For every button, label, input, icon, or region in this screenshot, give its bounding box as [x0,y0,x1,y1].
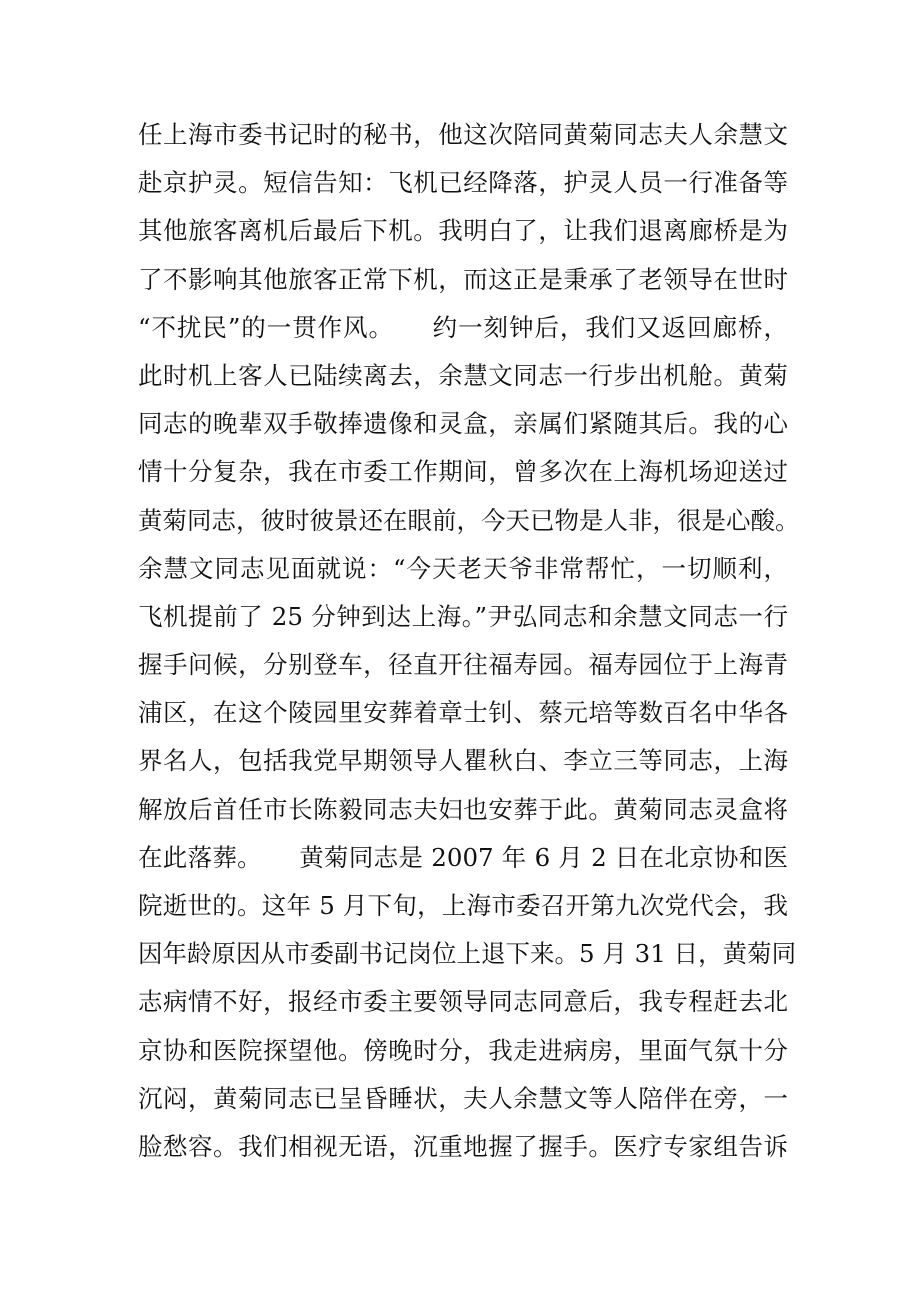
text-line-11: 飞机提前了 25 分钟到达上海。”尹弘同志和余慧文同志一行 [138,601,788,631]
text-line-12: 握手问候，分别登车，径直开往福寿园。福寿园位于上海青 [138,650,788,680]
text-line-15: 解放后首任市长陈毅同志夫妇也安葬于此。黄菊同志灵盒将 [138,794,788,824]
text-line-2: 赴京护灵。短信告知：飞机已经降落，护灵人员一行准备等 [138,168,788,198]
text-line-21: 沉闷，黄菊同志已呈昏睡状，夫人余慧文等人陪伴在旁，一 [138,1083,788,1113]
text-line-1: 任上海市委书记时的秘书，他这次陪同黄菊同志夫人余慧文 [138,120,788,149]
text-line-18: 因年龄原因从市委副书记岗位上退下来。5 月 31 日，黄菊同 [138,939,797,969]
text-line-9: 黄菊同志，彼时彼景还在眼前，今天已物是人非，很是心酸。 [138,505,800,535]
text-line-10: 余慧文同志见面就说：“今天老天爷非常帮忙，一切顺利， [138,553,788,583]
text-line-8: 情十分复杂，我在市委工作期间，曾多次在上海机场迎送过 [138,457,788,487]
body-text [138,111,800,1171]
text-line-16: 在此落葬。 黄菊同志是 2007 年 6 月 2 日在北京协和医 [138,842,788,872]
text-line-4: 了不影响其他旅客正常下机，而这正是秉承了老领导在世时 [138,264,788,294]
text-line-13: 浦区，在这个陵园里安葬着章士钊、蔡元培等数百名中华各 [138,698,788,728]
text-line-3: 其他旅客离机后最后下机。我明白了，让我们退离廊桥是为 [138,216,788,246]
text-line-19: 志病情不好，报经市委主要领导同志同意后，我专程赶去北 [138,987,788,1017]
text-line-17: 院逝世的。这年 5 月下旬，上海市委召开第九次党代会，我 [138,891,788,920]
text-line-22: 脸愁容。我们相视无语，沉重地握了握手。医疗专家组告诉 [138,1131,788,1161]
text-line-7: 同志的晚辈双手敬捧遗像和灵盒，亲属们紧随其后。我的心 [138,409,788,439]
text-line-5: “不扰民”的一贯作风。 约一刻钟后，我们又返回廊桥， [138,312,788,342]
text-line-6: 此时机上客人已陆续离去，余慧文同志一行步出机舱。黄菊 [138,360,788,390]
text-line-20: 京协和医院探望他。傍晚时分，我走进病房，里面气氛十分 [138,1035,788,1065]
text-line-14: 界名人，包括我党早期领导人瞿秋白、李立三等同志，上海 [138,746,788,776]
